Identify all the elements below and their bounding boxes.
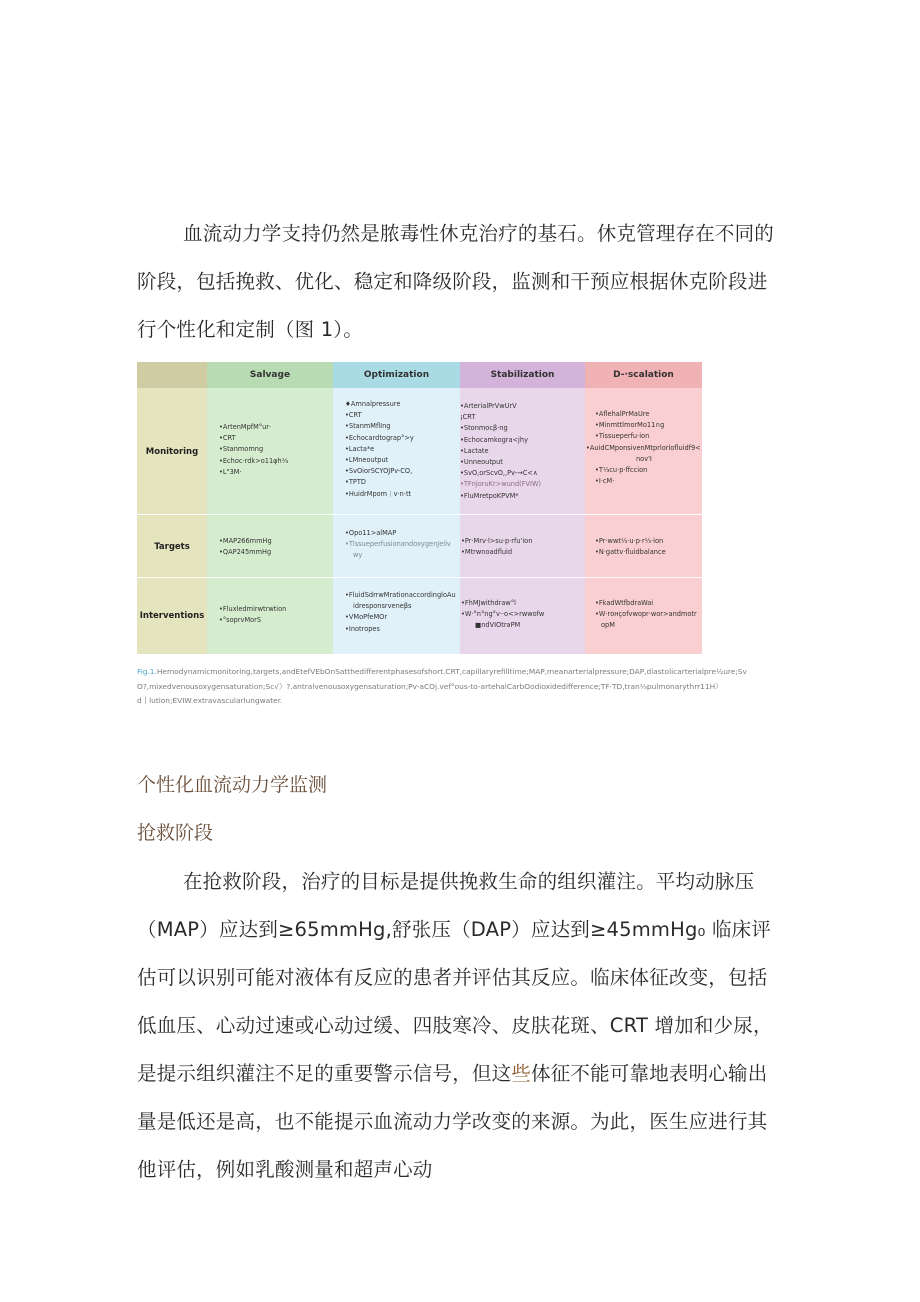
- cell-item: •Pr·Mrv·l>su·p·rfu'ion: [461, 537, 533, 545]
- cell-item: •I·cM·: [595, 477, 615, 486]
- cell-item: idresponsrveneβs: [353, 602, 412, 611]
- intro-line-3: 行个性化和定制（图 1）。: [137, 318, 363, 341]
- salvage-header: Salvage: [207, 362, 333, 388]
- cell-item: nov'I: [636, 454, 652, 463]
- cell-monitoring-descalation: [586, 409, 702, 487]
- cell-item: •°soprvMorS: [219, 616, 262, 625]
- row-divider: [137, 514, 702, 515]
- cell-item: •Echocamkogra<jhy: [460, 435, 528, 444]
- row-label-targets: Targets: [154, 542, 190, 552]
- caption-line-3: d丨lution;EVIW.extravascularlungwater.: [137, 696, 283, 705]
- cell-item: •FkadWtfbdraWai: [595, 599, 654, 607]
- cell-interventions-stabilization: [461, 598, 583, 632]
- cell-item: •Echocardtograp°>y: [345, 433, 414, 442]
- cell-item: •Unneoutput: [460, 458, 503, 467]
- cell-item: •CRT: [345, 411, 362, 420]
- cell-monitoring-optimization: [345, 399, 459, 500]
- body-line-4: 低血压、心动过速或心动过缓、四肢寒冷、皮肤花斑、CRT 增加和少尿，: [137, 1014, 773, 1037]
- figure-1-table: [137, 362, 702, 654]
- cell-item: ♦Amnalpressure: [345, 400, 401, 408]
- cell-item: •MinmttlmorMo11∩g: [595, 421, 665, 430]
- row-label-interventions: Interventions: [139, 611, 205, 621]
- cell-item: •Fluxledmirwtrwtion: [219, 605, 287, 613]
- cell-item: •W·rонçofvwopr·wor>andmotr: [595, 610, 697, 619]
- cell-item: wy: [353, 551, 363, 560]
- cell-item: •TPTD: [345, 478, 366, 487]
- cell-item: •L"3M·: [219, 467, 242, 476]
- cell-item: •Mtrwnoadfluid: [461, 548, 513, 557]
- cell-item: •SvOiorSCYOJPv-CO,: [345, 467, 413, 476]
- cell-item: •QAP245mmHg: [219, 548, 272, 557]
- body-line-5: [137, 1058, 767, 1086]
- cell-item: ¡CRT: [460, 413, 476, 422]
- cell-item: •Stanmomng: [219, 445, 264, 454]
- cell-interventions-descalation: [595, 598, 701, 632]
- cell-item: •FhMJwithdraw°l: [461, 599, 516, 607]
- cell-item: •TlssueperfusionandoxygenJeliv: [345, 540, 451, 549]
- label-column-header: [137, 362, 207, 388]
- cell-item: •SvO,orScvO,,Pv-→C<∧: [460, 469, 538, 478]
- caption-line-1: [137, 665, 787, 680]
- caption-line-2: O?,mixedvenousoxygensaturation;Sc√）?.antralvenousoxygensaturation;Pv-aCOj.vef°ous-to-artehalCarbOodioxidedifference;TF·TD,tran⅓pulmonarythrr11H）: [137, 681, 723, 691]
- cell-item: •MAP266mmHg: [219, 537, 272, 545]
- cell-item: •T⅓cu·p·ffccion: [595, 466, 648, 475]
- body-line-1: 在抢救阶段，治疗的目标是提供挽救生命的组织灌注。平均动脉压: [183, 870, 755, 893]
- cell-monitoring-salvage: [219, 422, 329, 478]
- highlighted-text: 些: [511, 1062, 532, 1085]
- body-line-7: 他评估，例如乳酸测量和超声心动: [137, 1158, 433, 1181]
- cell-item: •W·°n°ng°v··o<>rwwofw: [461, 610, 545, 619]
- cell-item: •N·gattv·fluidbalance: [595, 548, 666, 557]
- row-label-monitoring: Monitoring: [145, 447, 199, 457]
- cell-item: •FluMretpoKPVM*: [460, 491, 519, 500]
- cell-item: •VMoPfeMOr: [345, 613, 388, 622]
- body-line-3: 估可以识别可能对液体有反应的患者并评估其反应。临床体征改变，包括: [137, 966, 768, 989]
- section-heading: 个性化血流动力学监测: [137, 774, 328, 796]
- intro-line-2: 阶段，包括挽救、优化、稳定和降级阶段，监测和干预应根据休克阶段进: [137, 270, 768, 293]
- cell-item: ■ndVIOtraPM: [475, 621, 521, 630]
- cell-item: •CRT: [219, 434, 236, 443]
- cell-item: •FluidSdrrwMrationaccordingloAu: [345, 591, 456, 599]
- cell-item: •HuidrMpom｜v·n·tt: [345, 489, 412, 498]
- intro-line-1: 血流动力学支持仍然是脓毒性休克治疗的基石。休克管理存在不同的: [183, 222, 775, 245]
- cell-item: •Inotropes: [345, 624, 380, 633]
- cell-item: •ArterialPrVwUrV: [460, 402, 517, 410]
- body-text: 是提示组织灌注不足的重要警示信号，但这: [137, 1062, 512, 1085]
- cell-item: opM: [601, 621, 615, 630]
- cell-item: •Lacta*e: [345, 444, 375, 453]
- cell-item: •Echoc·rdk>o11φh⅓: [219, 456, 289, 465]
- cell-targets-optimization: [345, 528, 459, 562]
- body-line-6: 量是低还是高，也不能提示血流动力学改变的来源。为此，医生应进行其: [137, 1110, 768, 1133]
- cell-item: •AflehalPrMaUre: [595, 410, 650, 418]
- figure-caption: [137, 665, 787, 709]
- figure-number: Fig.1.: [137, 667, 157, 676]
- cell-monitoring-stabilization: [460, 401, 582, 502]
- cell-item: •ArtenMpfM°ur·: [219, 423, 272, 431]
- cell-item: •AuidCMponsivenMtprlorlofluidf9<: [586, 443, 701, 452]
- cell-item: •LMneoutput: [345, 456, 389, 465]
- cell-item: •Pr·wwt⅓·u·p·r⅓·ion: [595, 537, 664, 545]
- row-divider: [137, 577, 702, 578]
- cell-targets-salvage: [219, 536, 329, 558]
- cell-item: •Stonmocβ·ng: [460, 424, 508, 433]
- subsection-heading: 抢救阶段: [137, 822, 214, 844]
- cell-item: •Tissueperfu·ion: [595, 432, 650, 441]
- cell-interventions-salvage: [219, 604, 329, 626]
- stabilization-header: Stabilization: [460, 362, 585, 388]
- cell-interventions-optimization: [345, 590, 461, 635]
- cell-item: •Lactate: [460, 446, 489, 455]
- cell-targets-stabilization: [461, 536, 583, 558]
- cell-item: •StanmMflIng: [345, 422, 391, 431]
- body-line-2: （MAP）应达到≥65mmHg,舒张压（DAP）应达到≥45mmHg₀ 临床评: [137, 918, 772, 941]
- cell-item: •TFnjoruKr>wund(FVIW): [460, 480, 542, 489]
- body-text: 体征不能可靠地表明心输出: [531, 1062, 768, 1085]
- optimization-header: Optimization: [333, 362, 460, 388]
- caption-text: Hemodynamicmonitoring,targets,andEtefVEbOnSatthedifferentphasesofshort.CRT,capillaryrefilltime;MAP,meanarterialpressure;DAP,diastolicarterialpre½ure;Sv: [156, 667, 747, 676]
- cell-targets-descalation: [595, 536, 701, 558]
- descalation-header: D-·scalation: [585, 362, 702, 388]
- cell-item: •Opo11>alMAP: [345, 529, 397, 537]
